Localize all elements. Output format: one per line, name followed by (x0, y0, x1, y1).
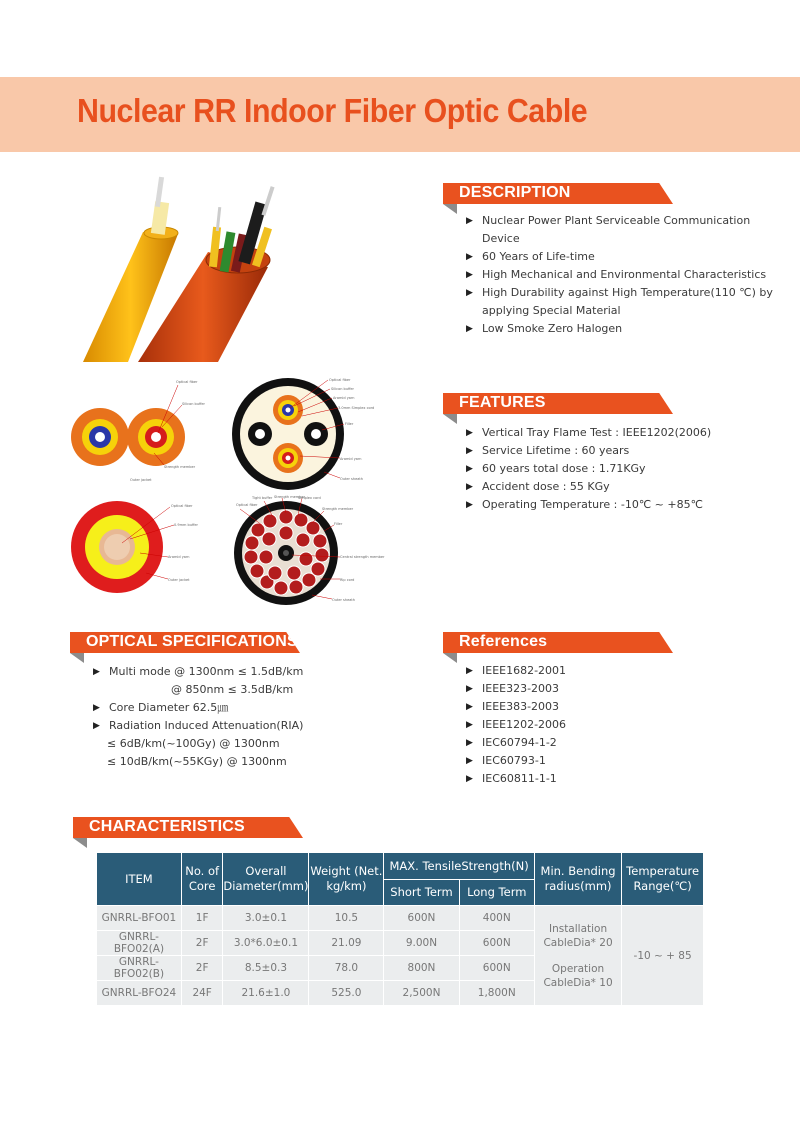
bullet-arrow-icon: ▶ (466, 270, 473, 280)
header-diameter: Overall Diameter(mm) (223, 853, 309, 906)
list-item: ▶ IEEE383-2003 (466, 698, 666, 716)
cell-long: 1,800N (459, 981, 534, 1006)
diagram-duplex-cable (228, 372, 388, 497)
list-item: ▶ Radiation Induced Attenuation(RIA) (93, 717, 423, 735)
bullet-arrow-icon: ▶ (93, 703, 100, 713)
header-temp: Temperature Range(℃) (622, 853, 704, 906)
diagram-simplex (70, 495, 220, 610)
bullet-arrow-icon: ▶ (466, 324, 473, 334)
bullet-arrow-icon: ▶ (466, 464, 473, 474)
list-item: ▶ Operating Temperature : -10℃ ~ +85℃ (466, 496, 786, 514)
references-title: References (459, 633, 548, 650)
characteristics-heading (73, 817, 303, 840)
references-list (466, 662, 666, 788)
diagram-label: Strength member (164, 465, 196, 469)
cable-photo (83, 172, 373, 362)
table-row (97, 906, 704, 931)
list-item: ▶ High Mechanical and Environmental Characteristics (466, 266, 786, 284)
list-item: ▶ 60 Years of Life-time (466, 248, 786, 266)
bullet-arrow-icon: ▶ (466, 288, 473, 298)
description-heading (443, 183, 673, 206)
optical-heading (70, 632, 300, 655)
bullet-arrow-icon: ▶ (466, 446, 473, 456)
diagram-label: 0.9mm buffer (174, 523, 198, 527)
bullet-arrow-icon: ▶ (466, 684, 473, 694)
diagram-label: Optical fiber (329, 378, 351, 382)
header-bending: Min. Bending radius(mm) (534, 853, 621, 906)
cell-item: GNRRL-BFO01 (97, 906, 182, 931)
list-item: ▶ Low Smoke Zero Halogen (466, 320, 786, 338)
diagram-label: Strength member (322, 507, 354, 511)
cell-item: GNRRL-BFO02(B) (97, 956, 182, 981)
characteristics-title: CHARACTERISTICS (89, 818, 245, 835)
diagram-label: Simplex cord (298, 496, 321, 500)
bullet-arrow-icon: ▶ (466, 428, 473, 438)
list-item: ▶ Service Lifetime : 60 years (466, 442, 786, 460)
cell-item: GNRRL-BFO24 (97, 981, 182, 1006)
cell-item: GNRRL-BFO02(A) (97, 931, 182, 956)
list-item: ▶ Core Diameter 62.5㎛ (93, 699, 423, 717)
references-heading (443, 632, 673, 655)
bullet-arrow-icon: ▶ (466, 738, 473, 748)
bullet-arrow-icon: ▶ (466, 774, 473, 784)
page-title: Nuclear RR Indoor Fiber Optic Cable (77, 92, 588, 129)
cell-core: 1F (181, 906, 223, 931)
diagram-label: Outer sheath (332, 598, 355, 602)
cell-diameter: 21.6±1.0 (223, 981, 309, 1006)
cell-diameter: 8.5±0.3 (223, 956, 309, 981)
cell-long: 400N (459, 906, 534, 931)
bullet-arrow-icon: ▶ (466, 252, 473, 262)
bending-operation-label: Operation (551, 962, 605, 975)
diagram-label: Aramid yarn (333, 396, 355, 400)
bullet-arrow-icon: ▶ (93, 721, 100, 731)
cell-weight: 21.09 (309, 931, 384, 956)
list-item: ▶ Multi mode @ 1300nm ≤ 1.5dB/km @ 850nm ≤ 3.5dB/km (93, 665, 304, 696)
features-title: FEATURES (459, 394, 546, 411)
cell-diameter: 3.0*6.0±0.1 (223, 931, 309, 956)
bending-installation-value: CableDia* 20 (543, 936, 613, 949)
header-tensile: MAX. TensileStrength(N) (384, 853, 535, 880)
bending-installation-label: Installation (548, 922, 608, 935)
cell-short: 9.00N (384, 931, 459, 956)
cell-short: 800N (384, 956, 459, 981)
description-title: DESCRIPTION (459, 184, 571, 201)
bullet-arrow-icon: ▶ (466, 720, 473, 730)
cell-short: 600N (384, 906, 459, 931)
diagram-label: Silicon buffer (331, 387, 354, 391)
cell-core: 2F (181, 956, 223, 981)
diagram-twin-simplex (70, 375, 220, 490)
cell-weight: 10.5 (309, 906, 384, 931)
diagram-label: Silicon buffer (182, 402, 205, 406)
diagram-label: Outer jacket (168, 578, 190, 582)
description-list (466, 212, 786, 338)
cell-long: 600N (459, 956, 534, 981)
header-weight: Weight (Net. kg/km) (309, 853, 384, 906)
diagram-label: Aramid yarn (168, 555, 190, 559)
diagram-label: Outer sheath (340, 477, 363, 481)
diagram-label: Rip cord (340, 578, 355, 582)
diagram-label: Optical fiber (176, 380, 198, 384)
header-item: ITEM (97, 853, 182, 906)
diagram-label: 3.0mm Simplex cord (338, 406, 375, 410)
optical-list (93, 663, 423, 771)
diagram-24-fiber (228, 495, 388, 610)
diagram-label: Filler (334, 522, 343, 526)
cell-diameter: 3.0±0.1 (223, 906, 309, 931)
header-core: No. of Core (181, 853, 223, 906)
diagram-label: Optical fiber (171, 504, 193, 508)
list-item: ≤ 6dB/km(~100Gy) @ 1300nm (107, 737, 280, 750)
cell-bending (534, 906, 621, 1006)
optical-title: OPTICAL SPECIFICATIONS (86, 633, 298, 650)
header-long-term: Long Term (459, 880, 534, 906)
diagram-label: Filler (345, 422, 354, 426)
list-item: ≤ 10dB/km(~55KGy) @ 1300nm (107, 755, 287, 768)
bending-operation-value: CableDia* 10 (543, 976, 613, 989)
cell-temp: -10 ~ + 85 (622, 906, 704, 1006)
diagram-label: Strength member (274, 495, 306, 499)
header-short-term: Short Term (384, 880, 459, 906)
list-item: ▶ IEEE1202-2006 (466, 716, 666, 734)
list-item: ▶ High Durability against High Temperature(110 ℃) by applying Special Material (466, 286, 773, 317)
cell-short: 2,500N (384, 981, 459, 1006)
list-item: ▶ 60 years total dose : 1.71KGy (466, 460, 786, 478)
bullet-arrow-icon: ▶ (466, 666, 473, 676)
bullet-arrow-icon: ▶ (466, 482, 473, 492)
diagram-label: Tight buffer (252, 496, 273, 500)
cell-weight: 525.0 (309, 981, 384, 1006)
list-item: ▶ Vertical Tray Flame Test : IEEE1202(2006) (466, 424, 786, 442)
bullet-arrow-icon: ▶ (466, 702, 473, 712)
diagram-label: Optical fiber (236, 503, 258, 507)
characteristics-table (96, 852, 704, 1006)
diagram-label: Central strength member (340, 555, 385, 559)
diagram-label: Aramid yarn (340, 457, 362, 461)
bullet-arrow-icon: ▶ (466, 500, 473, 510)
cell-core: 24F (181, 981, 223, 1006)
list-item: ▶ IEEE323-2003 (466, 680, 666, 698)
features-heading (443, 393, 673, 416)
features-list (466, 424, 786, 514)
list-item: ▶ IEC60793-1 (466, 752, 666, 770)
cell-weight: 78.0 (309, 956, 384, 981)
list-item: ▶ IEC60794-1-2 (466, 734, 666, 752)
bullet-arrow-icon: ▶ (93, 667, 100, 677)
bullet-arrow-icon: ▶ (466, 756, 473, 766)
list-item: ▶ IEEE1682-2001 (466, 662, 666, 680)
list-item: ▶ IEC60811-1-1 (466, 770, 666, 788)
list-item: ▶ Accident dose : 55 KGy (466, 478, 786, 496)
list-item: ▶ Nuclear Power Plant Serviceable Communication Device (466, 214, 751, 245)
bullet-arrow-icon: ▶ (466, 216, 473, 226)
cell-long: 600N (459, 931, 534, 956)
diagram-label: Outer jacket (130, 478, 152, 482)
cell-core: 2F (181, 931, 223, 956)
